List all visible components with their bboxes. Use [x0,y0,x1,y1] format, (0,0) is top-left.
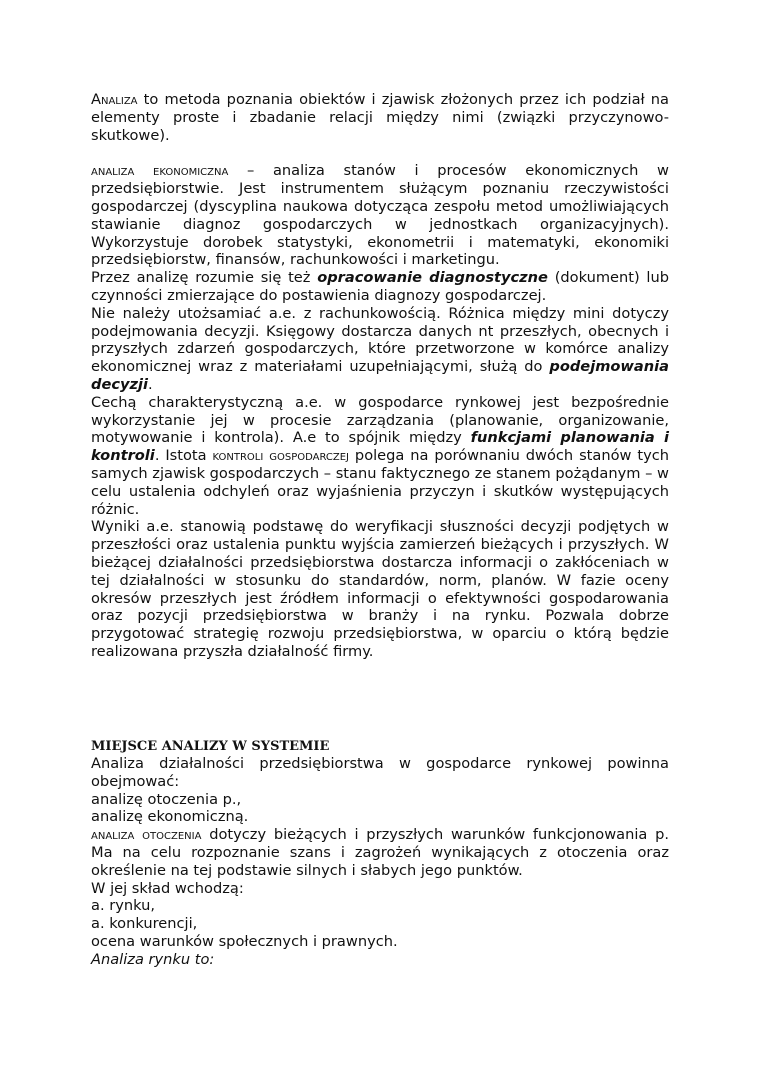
section-miejsce-analizy [91,738,669,969]
paragraph-cecha [91,394,669,519]
text-cecha-middle: . Istota [154,447,213,465]
emph-funkcjami: funkcjami planowania i kontroli [91,429,669,465]
paragraph-wyniki [91,518,669,660]
paragraph-gap [91,144,669,162]
text-opracowanie-before: Przez analizę rozumie się też [91,269,318,287]
term-kontroli-gospodarczej: kontroli gospodarczej [212,447,350,465]
section-analiza [91,91,669,661]
text-sklad-intro: W jej skład wchodzą: [91,879,244,897]
text-analiza-rynku: Analiza rynku to: [91,950,215,968]
text-cecha-before: Cechą charakterystyczną a.e. w gospodarce rynkowej jest bezpośrednie wykorzystanie jej w procesie zarządzania (planowanie, organizowanie, motywowanie i kontrola). A.e to spójnik między [91,393,669,447]
list-item: a. konkurencji, [91,915,198,933]
paragraph-obejmowac: Analiza działalności przedsiębiorstwa w gospodarce rynkowej powinna obejmować: [91,755,669,790]
list-item: analizę otoczenia p., [91,790,242,808]
text-opracowanie-after: (dokument) lub czynności zmierzające do postawienia diagnozy gospodarczej. [91,269,669,304]
list-item: a. rynku, [91,897,155,915]
text-analiza-definition: to metoda poznania obiektów i zjawisk złożonych przez ich podział na elementy proste i zbadanie relacji między nimi (związki przyczynowo-skutkowe). [91,91,669,144]
text-rachunkowosc-after: . [148,375,153,393]
emph-podejmowania-decyzji: podejmowania decyzji [91,358,669,393]
text-cecha-after: polega na porównaniu dwóch stanów tych samych zjawisk gospodarczych – stanu faktycznego ze stanem pożądanym – w celu ustalenia odchyleń oraz wyjaśnienia przyczyn i skutków występujących różnic. [91,447,669,518]
list-item: analizę ekonomiczną. [91,808,249,826]
text-wyniki: Wyniki a.e. stanowią podstawę do weryfikacji słuszności decyzji podjętych w przeszłości oraz ustalenia punktu wyjścia zamierzeń bieżących i przyszłych. W bieżącej działalności przedsiębiorstwa dostarcza informacji o zakłóceniach w tej działalności w stosunku do standardów, norm, planów. W fazie oceny okresów przeszłych jest źródłem informacji o efektywności gospodarowania oraz pozycji przedsiębiorstwa w branży i na rynku. Pozwala dobrze przygotować strategię rozwoju przedsiębiorstwa, w oparciu o którą będzie realizowana przyszła działalność firmy. [91,518,669,660]
text-rachunkowosc-before: Nie należy utożsamiać a.e. z rachunkowością. Różnica między mini dotyczy podejmowania decyzji. Księgowy dostarcza danych nt przeszłych, obecnych i przyszłych zdarzeń gospodarczych, które przetworzone w komórce analizy ekonomicznej wraz z materiałami uzupełniającymi, służą do [91,304,669,376]
text-analiza-ekonomiczna: – analiza stanów i procesów ekonomicznych w przedsiębiorstwie. Jest instrumentem służącym poznaniu rzeczywistości gospodarczej (dyscyplina naukowa dotycząca zespołu metod umożliwiających stawianie diagnoz gospodarczych w jednostkach organizacyjnych). Wykorzystuje dorobek statystyki, ekonometrii i matematyki, ekonomiki przedsiębiorstw, finansów, rachunkowości i marketingu. [91,162,669,269]
emph-opracowanie-diagnostyczne: opracowanie diagnostyczne [317,269,548,287]
list-item: ocena warunków społecznych i prawnych. [91,932,398,950]
paragraph-rachunkowosc [91,305,669,394]
paragraph-opracowanie [91,269,669,305]
paragraph-analiza-ekonomiczna [91,162,669,269]
term-analiza-otoczenia: analiza otoczenia [91,826,202,844]
text-analiza-otoczenia: dotyczy bieżących i przyszłych warunków funkcjonowania p. Ma na celu rozpoznanie szans i zagrożeń wynikających z otoczenia oraz określenie na tej podstawie silnych i słabych jego punktów. [91,826,669,879]
paragraph-analiza-otoczenia [91,826,669,879]
paragraph-analiza-definition [91,91,669,144]
term-analiza: Analiza [91,91,138,108]
section-heading: MIEJSCE ANALIZY W SYSTEMIE [91,739,330,754]
term-analiza-ekonomiczna: analiza ekonomiczna [91,162,229,180]
